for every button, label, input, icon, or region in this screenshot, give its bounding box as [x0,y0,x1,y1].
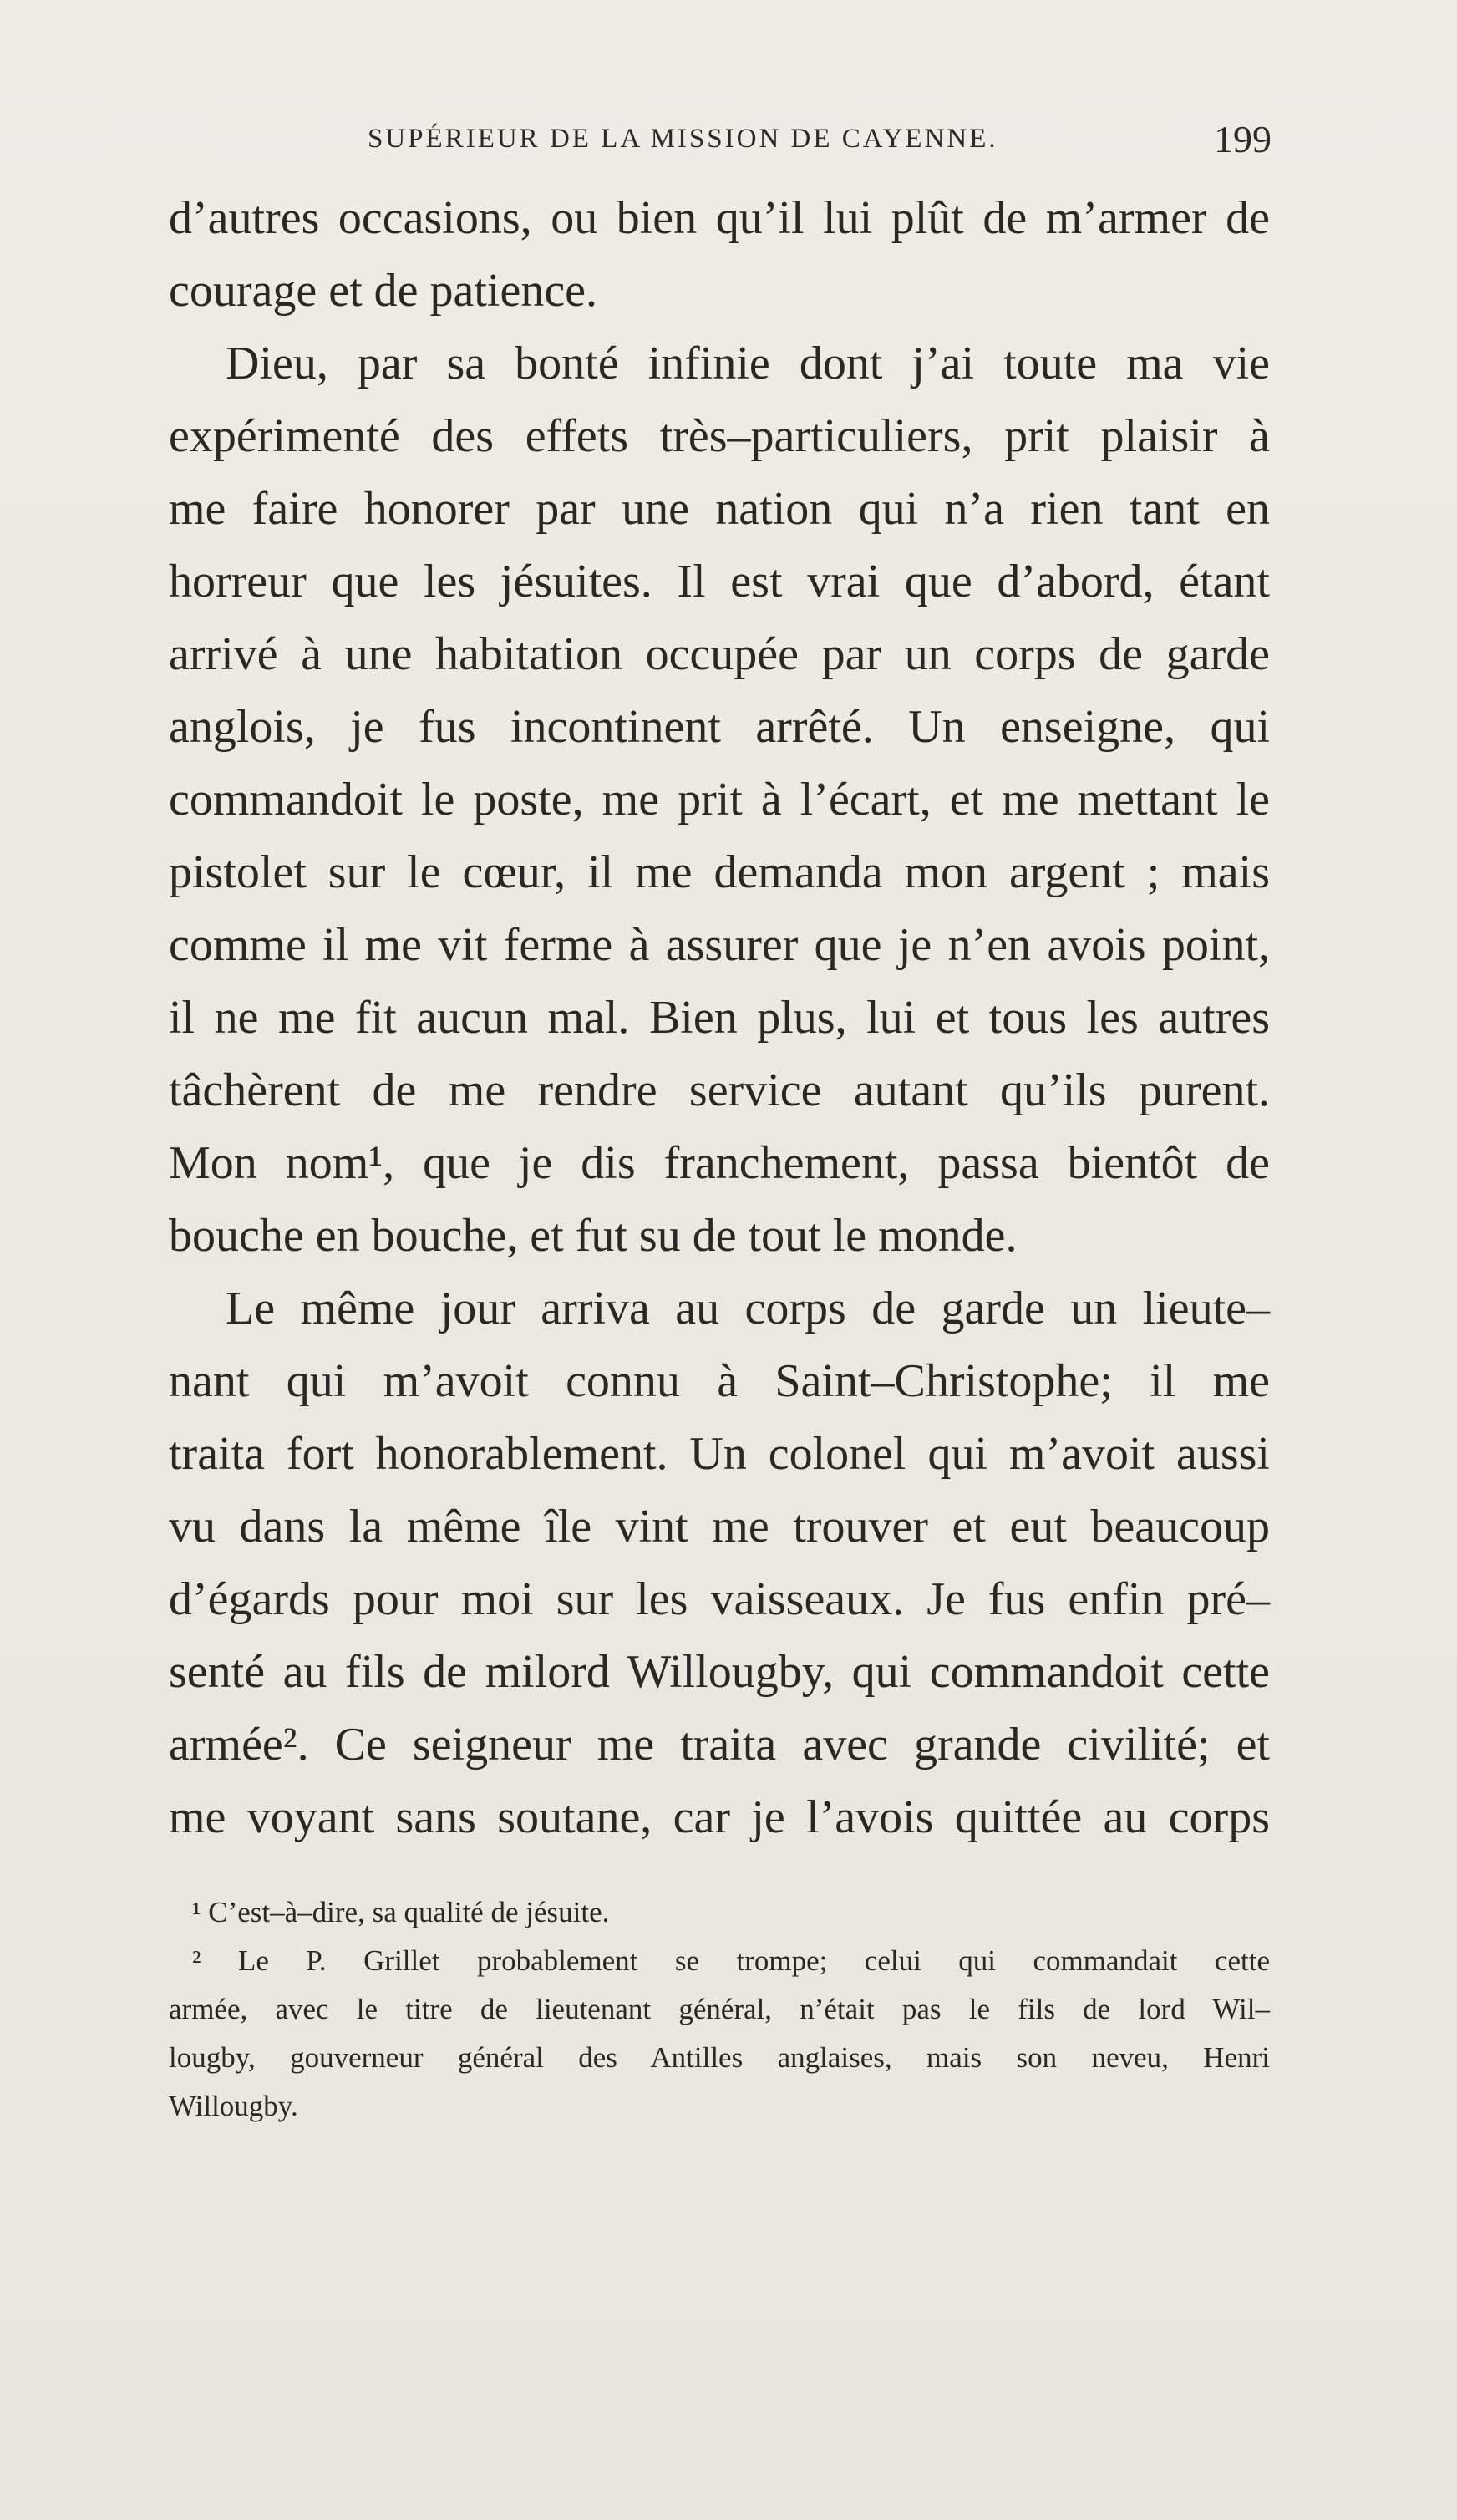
text-line: traita fort honorablement. Un colonel qui m’avoit aussi [169,1428,1270,1480]
text-line: commandoit le poste, me prit à l’écart, et me mettant le [169,774,1270,826]
text-line: d’égards pour moi sur les vaisseaux. Je fus enfin pré– [169,1573,1270,1625]
running-head [167,117,1272,167]
footnotes [169,1888,1270,2131]
text-line: bouche en bouche, et fut su de tout le monde. [169,1210,1018,1262]
text-line: d’autres occasions, ou bien qu’il lui plût de m’armer de [169,192,1270,244]
footnote-line: lougby, gouverneur général des Antilles anglaises, mais son neveu, Henri [169,2041,1270,2074]
text-line: armée². Ce seigneur me traita avec grande civilité; et [169,1719,1270,1771]
running-title: SUPÉRIEUR DE LA MISSION DE CAYENNE. [368,124,998,154]
text-line: expérimenté des effets très–particuliers, prit plaisir à [169,410,1270,462]
text-line: courage et de patience. [169,265,598,317]
text-line: Dieu, par sa bonté infinie dont j’ai toute ma vie [226,338,1270,389]
footnote-line: armée, avec le titre de lieutenant général, n’était pas le fils de lord Wil– [169,1993,1270,2025]
text-line: comme il me vit ferme à assurer que je n’en avois point, [169,919,1270,971]
text-line: arrivé à une habitation occupée par un corps de garde [169,628,1270,680]
footnote-line: ² Le P. Grillet probablement se trompe; celui qui commandait cette [192,1944,1270,1977]
text-line: me faire honorer par une nation qui n’a rien tant en [169,483,1270,535]
text-line: tâchèrent de me rendre service autant qu’ils purent. [169,1064,1270,1116]
body-text [169,182,1270,1854]
footnote-line: Willougby. [169,2090,298,2122]
text-line: Le même jour arriva au corps de garde un lieute– [226,1283,1270,1334]
text-line: senté au fils de milord Willougby, qui commandoit cette [169,1646,1270,1698]
text-line: pistolet sur le cœur, il me demanda mon argent ; mais [169,846,1270,898]
text-line: vu dans la même île vint me trouver et eut beaucoup [169,1501,1270,1552]
footnote-line: ¹ C’est–à–dire, sa qualité de jésuite. [192,1896,610,1928]
page-number: 199 [1214,118,1272,160]
text-line: horreur que les jésuites. Il est vrai que d’abord, étant [169,556,1270,607]
text-line: me voyant sans soutane, car je l’avois quittée au corps [169,1791,1270,1843]
text-line: il ne me fit aucun mal. Bien plus, lui et tous les autres [169,992,1270,1044]
text-line: nant qui m’avoit connu à Saint–Christophe; il me [169,1355,1270,1407]
text-line: Mon nom¹, que je dis franchement, passa bientôt de [169,1137,1270,1189]
text-line: anglois, je fus incontinent arrêté. Un enseigne, qui [169,701,1270,753]
